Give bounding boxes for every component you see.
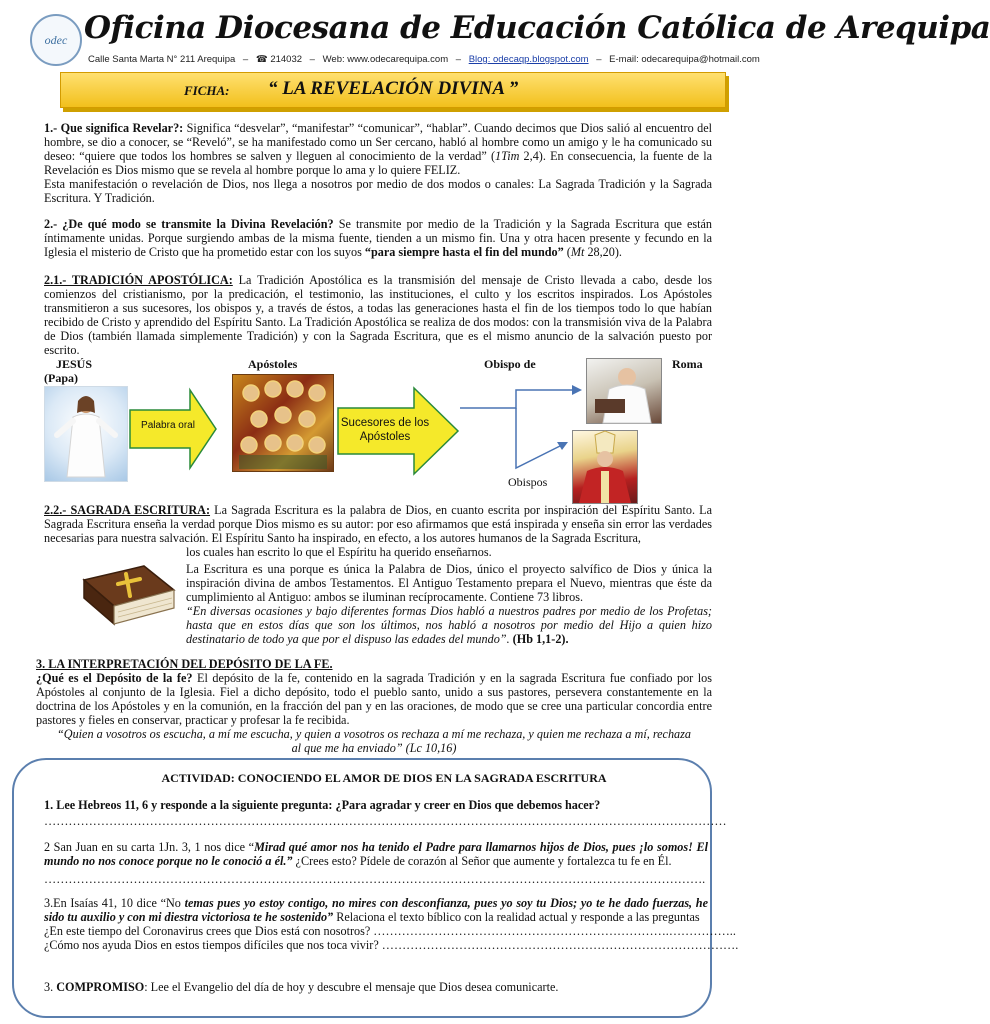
odec-logo: odec: [30, 14, 82, 66]
luke-quote-line-1: “Quien a vosotros os escucha, a mí me escucha, y quien a vosotros os rechaza a mí me rechaza, y quien me rechaza a mí, rechaza: [57, 727, 691, 741]
bishop-figure-icon: [573, 431, 637, 503]
section-2-1-heading: 2.1.- TRADICIÓN APOSTÓLICA:: [44, 273, 233, 287]
separator: –: [309, 54, 315, 65]
separator: –: [455, 54, 462, 65]
answer-line[interactable]: ……………………………………………………………………………………………………………………………………………….: [44, 872, 706, 886]
page-title: Oficina Diocesana de Educación Católica de Arequipa: [84, 10, 990, 46]
hebrews-quote: “En diversas ocasiones y bajo diferentes formas Dios habló a nuestros padres por medio de los Profetas; hasta que en estos días que son los últimos, nos habló a nosotros por medio del Hijo a quien hizo destinatario de todo ya que por el dispuso las edades del mundo”.: [186, 604, 712, 646]
activity-q3: 3.En Isaías 41, 10 dice “No temas pues yo estoy contigo, no mires con desconfianza, pues yo soy tu Dios; yo te he dado fuerzas, he sido tu auxilio y con mi diestra victoriosa te he sostenido” Relaciona el texto bíblico con la realidad actual y responde a las preguntas ¿En este tiempo del Coronavirus crees que Dios está con nosotros? ……………………………………………………………….…………….. ¿Cómo nos ayuda Dios en estos tiempos difíciles que nos toca vivir? …………………………………………………………………………….: [44, 896, 739, 952]
activity-q2: 2 San Juan en su carta 1Jn. 3, 1 nos dice “Mirad qué amor nos ha tenido el Padre para llamarnos hijos de Dios, pues ¡lo somos! El mundo no nos conoce porque no le conoció a él.” ¿Crees esto? Pídele de corazón al Señor que aumente y fortalezca tu fe en Él. ……………………………………………………………………………………………………………………………………………….: [44, 840, 708, 886]
section-2-1: 2.1.- TRADICIÓN APOSTÓLICA: La Tradición Apostólica es la transmisión del mensaje de Cristo llevada a cabo, desde los comienzos del cristianismo, por la predicación, el testimonio, las instituciones, el culto y los escritos inspirados. Los Apóstoles transmitieron a sus sucesores, los obispos y, a través de éstos, a todas las generaciones hasta el fin de los tiempos todo lo que habían recibido de Cristo y aprendido del Espíritu Santo. La Tradición Apostólica se realiza de dos modos: con la transmisión viva de la Palabra de Dios (también llamada simplemente Tradición) y con la Sagrada Escritura, que es el mismo anuncio de la salvación puesto por escrito.: [44, 273, 712, 357]
pope-image: [586, 358, 662, 424]
activity-q3-coronavirus[interactable]: ¿En este tiempo del Coronavirus crees que Dios está con nosotros? ……………………………………………………………….……………..: [44, 924, 736, 938]
label-obispos: Obispos: [508, 475, 548, 489]
bishop-image: [572, 430, 638, 504]
separator: –: [596, 54, 602, 65]
section-3: 3. LA INTERPRETACIÓN DEL DEPÓSITO DE LA FE. ¿Qué es el Depósito de la fe? El depósito de la fe, contenido en la sagrada Tradición y en la sagrada Escritura fue confiado por los Apóstoles al conjunto de la Iglesia. Fiel a dicho depósito, todo el pueblo santo, unido a sus pastores, persevera constantemente en la doctrina de los Apóstoles y en la comunión, en la fracción del pan y en las oraciones, de modo que se cree una particular concordia entre pastores y fieles en conservar, practicar y profesar la fe recibida. “Quien a vosotros os escucha, a mí me escucha, y quien a vosotros os rechaza a mí me rechaza, y quien me rechaza a mí, rechaza al que me ha enviado” (Lc 10,16): [36, 657, 712, 755]
activity-q3-difficult-times[interactable]: ¿Cómo nos ayuda Dios en estos tiempos difíciles que nos toca vivir? …………………………………………………………………………….: [44, 938, 739, 952]
banner-label: FICHA:: [184, 83, 230, 98]
section-2-2-continued: los cuales han escrito lo que el Espíritu ha querido enseñarnos. La Escritura es una porque es única la Palabra de Dios, único el proyecto salvífico de Dios y única la inspiración divina de ambos Testamentos. El Antiguo Testamento prepara el Nuevo, mientras que éste da cumplimiento al Antiguo: ambos se iluminan recíprocamente. Contiene 73 libros. “En diversas ocasiones y bajo diferentes formas Dios habló a nuestros padres por medio de los Profetas; hasta que en estos días que son los últimos, nos habló a nosotros por medio del Hijo a quien hizo destinatario de todo ya que por el dispuso las edades del mundo”. (Hb 1,1-2).: [186, 545, 712, 646]
branch-lines: [458, 370, 588, 480]
bible-icon: [74, 560, 178, 632]
arrow-label-palabra-oral: Palabra oral: [141, 419, 195, 431]
email-link[interactable]: E-mail: odecarequipa@hotmail.com: [609, 54, 760, 65]
section-1-paragraph-2: Esta manifestación o revelación de Dios, nos llega a nosotros por medio de dos modos o canales: La Sagrada Tradición y la Sagrada Escritura. Y Tradición.: [44, 177, 712, 205]
section-3-heading: 3. LA INTERPRETACIÓN DEL DEPÓSITO DE LA FE.: [36, 657, 333, 671]
arrow-label-sucesores: Sucesores de los Apóstoles: [340, 417, 430, 443]
section-2: 2.- ¿De qué modo se transmite la Divina Revelación? Se transmite por medio de la Tradición y la Sagrada Escritura que están íntimamente unidas. Porque surgiendo ambas de la misma fuente, tienden a un mismo fin. Una y otra hacen presente y fecundo en la Iglesia el misterio de Cristo que ha prometido estar con los suyos “para siempre hasta el fin del mundo” (Mt 28,20).: [44, 217, 712, 259]
apostles-group-icon: [233, 375, 333, 471]
label-papa: (Papa): [44, 371, 78, 385]
section-1-question: 1.- Que significa Revelar?:: [44, 121, 184, 135]
blog-link[interactable]: Blog: odecaqp.blogspot.com: [468, 54, 589, 65]
label-apostoles: Apóstoles: [248, 357, 298, 371]
phone: 214032: [270, 54, 303, 65]
phone-icon: ☎: [255, 54, 268, 65]
section-2-question: 2.- ¿De qué modo se transmite la Divina Revelación?: [44, 217, 334, 231]
label-obispo-de: Obispo de: [484, 357, 536, 371]
separator: –: [242, 54, 249, 65]
activity-compromiso: 3. COMPROMISO: Lee el Evangelio del día de hoy y descubre el mensaje que Dios desea comunicarte.: [44, 980, 559, 994]
section-2-2-heading: 2.2.- SAGRADA ESCRITURA:: [44, 503, 211, 517]
address: Calle Santa Marta N° 211 Arequipa: [88, 54, 236, 65]
activity-title: ACTIVIDAD: CONOCIENDO EL AMOR DE DIOS EN LA SAGRADA ESCRITURA: [161, 771, 607, 785]
luke-quote-line-2: al que me ha enviado” (Lc 10,16): [291, 741, 457, 755]
jesus-image: [44, 386, 128, 482]
section-2-2: 2.2.- SAGRADA ESCRITURA: La Sagrada Escritura es la palabra de Dios, en cuanto escrita por inspiración del Espíritu Santo. La Sagrada Escritura enseña la verdad porque Dios mismo es su autor: por eso afirmamos que está inspirada y enseña sin error las verdades necesarias para nuestra salvación. El Espíritu Santo ha inspirado, en efecto, a los autores humanos de la Sagrada Escritura,: [44, 503, 712, 545]
activity-q1: [44, 798, 727, 828]
label-jesus: JESÚS: [56, 357, 93, 371]
label-roma: Roma: [672, 357, 703, 371]
section-1: 1.- Que significa Revelar?: Significa “desvelar”, “manifestar” “comunicar”, “hablar”. Cuando decimos que Dios salió al encuentro del hombre, se dio a conocer, se “Reveló”, se ha manifestado como un Ser cercano, habló al hombre como un amigo y le ha comunicado su deseo: “quiere que todos los hombres se salven y lleguen al conocimiento de la verdad” (1Tim 2,4). En consecuencia, la fuente de la Revelación es Dios mismo que se revela al hombre porque lo ama y lo quiere FELIZ. Esta manifestación o revelación de Dios, nos llega a nosotros por medio de dos modos o canales: La Sagrada Tradición y la Sagrada Escritura. Y Tradición.: [44, 121, 712, 205]
section-3-question: ¿Qué es el Depósito de la fe?: [36, 671, 193, 685]
apostles-image: [232, 374, 334, 472]
activity-q1-text: 1. Lee Hebreos 11, 6 y responde a la siguiente pregunta: ¿Para agradar y creer en Dios que debemos hacer?: [44, 798, 601, 812]
pope-figure-icon: [587, 359, 661, 423]
banner-title: “ LA REVELACIÓN DIVINA ”: [268, 78, 519, 99]
activity-box: [12, 758, 739, 1018]
jesus-figure-icon: [45, 387, 127, 481]
contact-line: [88, 54, 760, 65]
web-link[interactable]: Web: www.odecarequipa.com: [322, 54, 449, 65]
answer-line[interactable]: ……………………………………………………………………………………………………………………………………………………: [44, 814, 727, 828]
